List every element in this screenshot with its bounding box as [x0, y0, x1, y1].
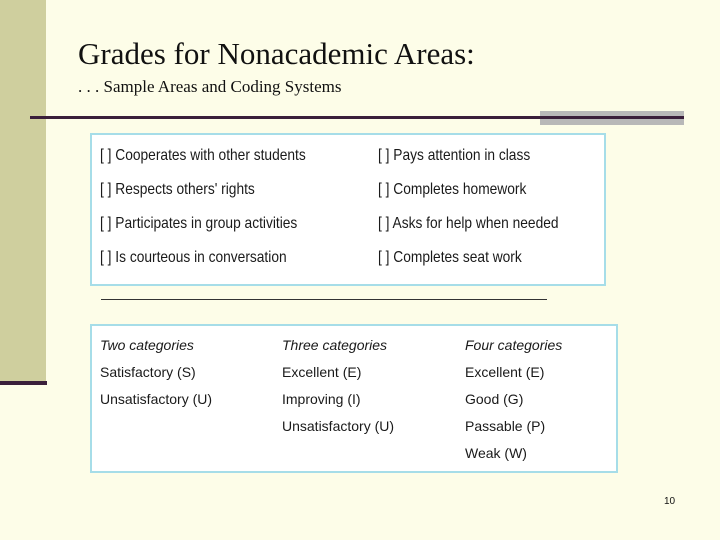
section-divider: [101, 299, 547, 300]
area-item: [ ] Participates in group activities: [100, 215, 298, 232]
area-item: [ ] Cooperates with other students: [100, 147, 306, 164]
code-item: Unsatisfactory (U): [100, 391, 213, 407]
page-number: 10: [664, 496, 676, 507]
code-item: Passable (P): [465, 418, 546, 434]
column-heading-three: Three categories: [282, 337, 388, 353]
title-rule-overlay: [540, 116, 684, 119]
column-heading-four: Four categories: [465, 337, 563, 353]
area-item: [ ] Is courteous in conversation: [100, 249, 287, 266]
left-accent-bar-foot: [0, 381, 47, 385]
code-item: Excellent (E): [465, 364, 545, 380]
code-item: Improving (I): [282, 391, 361, 407]
left-accent-bar: [0, 0, 46, 384]
code-item: Excellent (E): [282, 364, 362, 380]
area-item: [ ] Asks for help when needed: [378, 215, 559, 232]
slide-subtitle: . . . Sample Areas and Coding Systems: [78, 77, 342, 96]
area-item: [ ] Completes seat work: [378, 249, 522, 266]
area-item: [ ] Completes homework: [378, 181, 527, 198]
column-heading-two: Two categories: [100, 337, 194, 353]
code-item: Weak (W): [465, 445, 527, 461]
area-item: [ ] Respects others' rights: [100, 181, 255, 198]
coding-systems-panel: [90, 324, 618, 473]
area-item: [ ] Pays attention in class: [378, 147, 531, 164]
sample-areas-panel: [90, 133, 606, 286]
code-item: Satisfactory (S): [100, 364, 196, 380]
code-item: Unsatisfactory (U): [282, 418, 395, 434]
slide-title: Grades for Nonacademic Areas:: [78, 36, 475, 71]
code-item: Good (G): [465, 391, 524, 407]
